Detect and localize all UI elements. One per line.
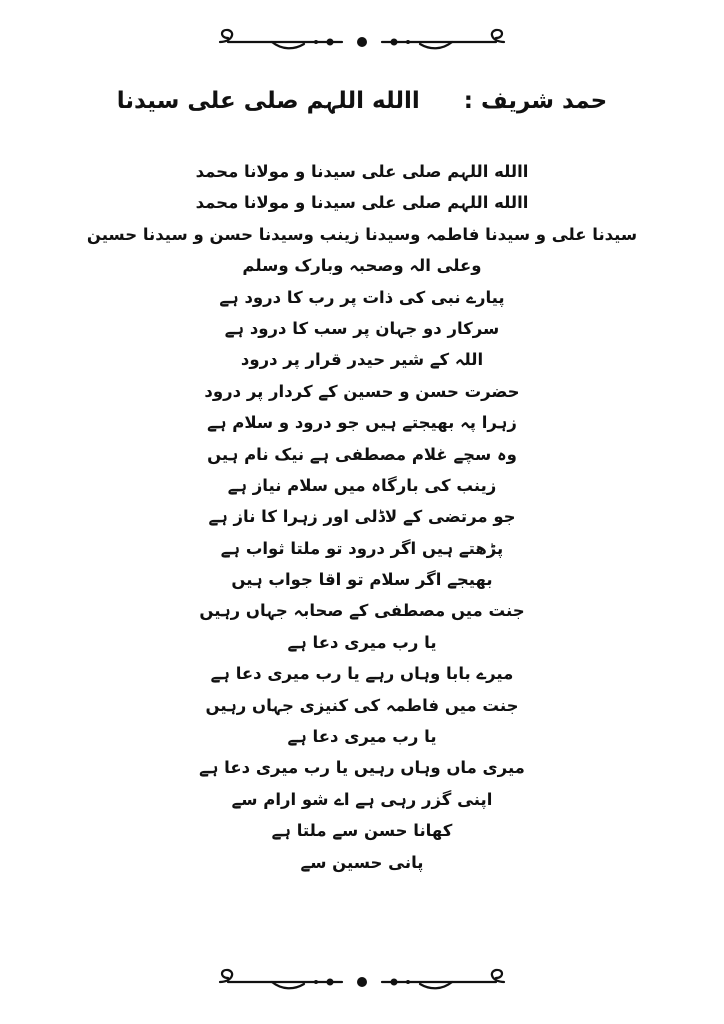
verse-line: کھانا حسن سے ملتا ہے bbox=[271, 821, 453, 841]
flourish-icon bbox=[212, 22, 512, 62]
poem-body bbox=[0, 156, 724, 878]
verse-line: جنت میں مصطفی کے صحابہ جہاں رہیں bbox=[199, 601, 525, 621]
title-text: االله اللہم صلی علی سیدنا bbox=[116, 88, 420, 114]
verse-line: پیارے نبی کی ذات پر رب کا درود ہے bbox=[219, 287, 505, 307]
verse-line: وعلی الہ وصحبہ وبارک وسلم bbox=[242, 256, 482, 276]
verse-line: اپنی گزر رہی ہے اے شو ارام سے bbox=[231, 789, 493, 809]
verse-line: سیدنا علی و سیدنا فاطمہ وسیدنا زینب وسیدنا حسن و سیدنا حسین bbox=[86, 224, 638, 244]
verse-line: وہ سچے غلام مصطفی ہے نیک نام ہیں bbox=[207, 444, 517, 464]
verse-line: سرکار دو جہان پر سب کا درود ہے bbox=[224, 318, 500, 338]
verse-line: زہرا پہ بھیجتے ہیں جو درود و سلام ہے bbox=[207, 413, 517, 433]
verse-line: پڑھتے ہیں اگر درود تو ملتا ثواب ہے bbox=[220, 538, 504, 558]
verse-line: میرے بابا وہاں رہے یا رب میری دعا ہے bbox=[210, 664, 514, 684]
verse-line: یا رب میری دعا ہے bbox=[287, 727, 437, 747]
verse-line: پانی حسین سے bbox=[300, 852, 424, 872]
verse-line: زینب کی بارگاہ میں سلام نیاز ہے bbox=[227, 475, 497, 495]
verse-line: جنت میں فاطمہ کی کنیزی جہاں رہیں bbox=[205, 695, 519, 715]
flourish-icon bbox=[212, 962, 512, 1002]
verse-line: میری ماں وہاں رہیں یا رب میری دعا ہے bbox=[199, 758, 525, 778]
verse-line: جو مرتضی کے لاڈلی اور زہرا کا ناز ہے bbox=[208, 507, 516, 527]
verse-line: االله اللہم صلی علی سیدنا و مولانا محمد bbox=[195, 193, 529, 213]
page-title bbox=[0, 88, 724, 128]
verse-line: االله اللہم صلی علی سیدنا و مولانا محمد bbox=[195, 162, 529, 181]
verse-line: حضرت حسن و حسین کے کردار پر درود bbox=[204, 381, 520, 401]
top-ornament-divider bbox=[212, 22, 512, 62]
bottom-ornament-divider bbox=[212, 962, 512, 1002]
title-label: حمد شریف : bbox=[463, 88, 608, 114]
verse-line: اللہ کے شیر حیدر قرار پر درود bbox=[240, 350, 484, 370]
verse-line: یا رب میری دعا ہے bbox=[287, 632, 437, 652]
verse-line: بھیجے اگر سلام تو اقا جواب ہیں bbox=[231, 570, 493, 590]
